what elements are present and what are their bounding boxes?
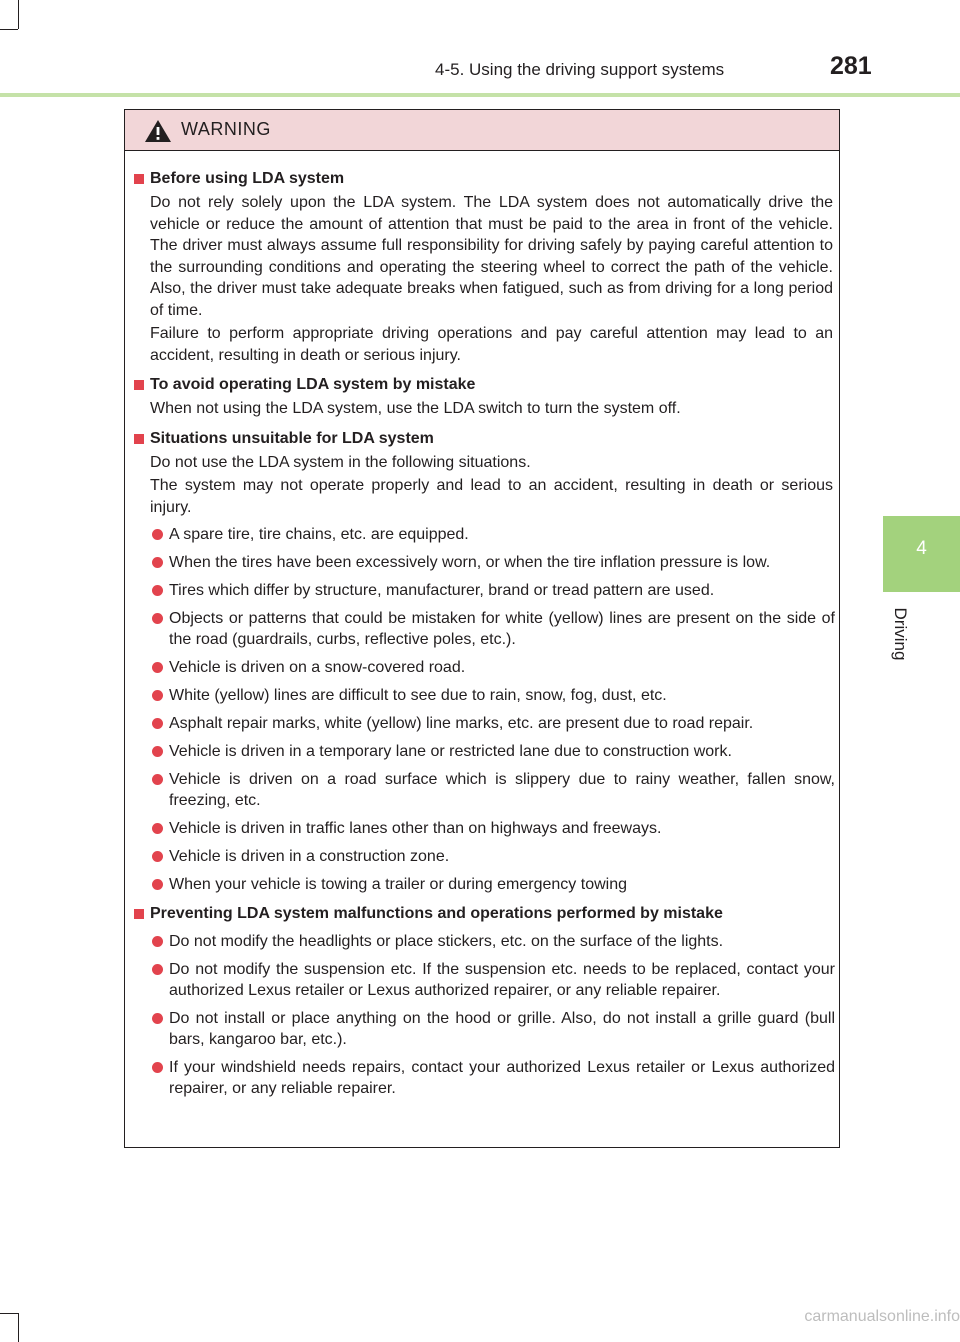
bullet-item (150, 769, 835, 811)
warning-header (125, 110, 839, 151)
bullet-item (150, 713, 835, 734)
bullet-text: Vehicle is driven on a road surface which is slippery due to rainy weather, fallen snow, freezing, etc. (169, 771, 835, 809)
crop-mark (18, 0, 19, 29)
bullet-item (150, 657, 835, 678)
warning-section (125, 428, 841, 896)
warning-content (125, 168, 841, 1107)
section-title: Situations unsuitable for LDA system (150, 429, 434, 447)
bullet-text: Do not modify the headlights or place stickers, etc. on the surface of the lights. (169, 933, 724, 950)
warning-triangle-icon (144, 119, 172, 143)
round-bullet-icon (152, 936, 163, 947)
bullet-text: Do not install or place anything on the hood or grille. Also, do not install a grille guard (bull bars, kangaroo bar, etc.). (169, 1010, 835, 1048)
warning-section (125, 168, 841, 366)
warning-box (124, 109, 840, 1148)
bullet-text: Tires which differ by structure, manufacturer, brand or tread pattern are used. (169, 582, 715, 599)
round-bullet-icon (152, 585, 163, 596)
section-paragraph: Do not rely solely upon the LDA system. The LDA system does not automatically drive the vehicle or reduce the amount of attention that must be paid to the area in front of the vehicle. The driver must always assume full responsibility for driving safely by paying careful attention to the surrounding conditions and operating the steering wheel to correct the path of the vehicle. Also, the driver must take adequate breaks when fatigued, such as from driving for a long period of time. (150, 194, 833, 319)
bullet-item (150, 846, 835, 867)
bullet-item (150, 959, 835, 1001)
bullet-text: Objects or patterns that could be mistaken for white (yellow) lines are present on the side of the road (guardrails, curbs, reflective poles, etc.). (169, 610, 835, 648)
round-bullet-icon (152, 746, 163, 757)
bullet-item (150, 1057, 835, 1099)
round-bullet-icon (152, 662, 163, 673)
section-title: Preventing LDA system malfunctions and operations performed by mistake (150, 905, 723, 922)
square-bullet-icon (134, 174, 144, 184)
page-number: 281 (830, 52, 872, 80)
header-section-title: 4-5. Using the driving support systems (435, 60, 725, 79)
bullet-text: Vehicle is driven in a temporary lane or restricted lane due to construction work. (169, 743, 732, 760)
bullet-item (150, 685, 835, 706)
bullet-item (150, 524, 835, 545)
bullet-item (150, 741, 835, 762)
round-bullet-icon (152, 529, 163, 540)
round-bullet-icon (152, 613, 163, 624)
chapter-number: 4 (916, 538, 927, 559)
bullet-item (150, 580, 835, 601)
bullet-text: If your windshield needs repairs, contact your authorized Lexus retailer or Lexus authorized repairer, or any reliable repairer. (169, 1059, 835, 1097)
chapter-label-container (890, 604, 910, 664)
bullet-list (134, 931, 841, 1099)
bullet-item (150, 552, 835, 573)
section-paragraph: Failure to perform appropriate driving operations and pay careful attention may lead to an accident, resulting in death or serious injury. (150, 325, 833, 364)
chapter-tab (883, 516, 960, 592)
chapter-label: Driving (891, 607, 910, 661)
bullet-list (134, 524, 841, 895)
bullet-text: Do not modify the suspension etc. If the suspension etc. needs to be replaced, contact your authorized Lexus retailer or Lexus authorized repairer, or any reliable repairer. (169, 961, 835, 999)
square-bullet-icon (134, 434, 144, 444)
round-bullet-icon (152, 557, 163, 568)
round-bullet-icon (152, 774, 163, 785)
bullet-text: Vehicle is driven in a construction zone. (169, 848, 450, 865)
bullet-text: White (yellow) lines are difficult to see due to rain, snow, fog, dust, etc. (169, 687, 667, 704)
bullet-text: Vehicle is driven in traffic lanes other than on highways and freeways. (169, 820, 662, 837)
bullet-text: When the tires have been excessively worn, or when the tire inflation pressure is low. (169, 554, 771, 571)
section-title: To avoid operating LDA system by mistake (150, 376, 476, 393)
bullet-item (150, 608, 835, 650)
round-bullet-icon (152, 823, 163, 834)
header-rule (0, 93, 960, 97)
round-bullet-icon (152, 1013, 163, 1024)
bullet-text: Asphalt repair marks, white (yellow) line marks, etc. are present due to road repair. (169, 715, 754, 732)
bullet-text: A spare tire, tire chains, etc. are equipped. (169, 526, 469, 543)
footer-watermark: carmanualsonline.info (804, 1308, 960, 1325)
round-bullet-icon (152, 1062, 163, 1073)
round-bullet-icon (152, 879, 163, 890)
warning-title: WARNING (181, 119, 271, 139)
section-paragraph: Do not use the LDA system in the following situations. (150, 453, 531, 471)
bullet-text: When your vehicle is towing a trailer or during emergency towing (169, 876, 627, 893)
bullet-item (150, 931, 835, 952)
warning-section (125, 903, 841, 1099)
bullet-text: Vehicle is driven on a snow-covered road. (169, 659, 466, 676)
crop-mark (18, 1313, 19, 1342)
round-bullet-icon (152, 718, 163, 729)
bullet-item (150, 874, 835, 895)
section-paragraph: When not using the LDA system, use the LDA switch to turn the system off. (150, 400, 681, 417)
section-title: Before using LDA system (150, 170, 345, 187)
square-bullet-icon (134, 380, 144, 390)
round-bullet-icon (152, 964, 163, 975)
crop-mark (0, 1313, 18, 1314)
bullet-item (150, 818, 835, 839)
section-paragraph: The system may not operate properly and lead to an accident, resulting in death or serious injury. (150, 477, 833, 516)
round-bullet-icon (152, 851, 163, 862)
bullet-item (150, 1008, 835, 1050)
crop-mark (0, 29, 18, 30)
square-bullet-icon (134, 909, 144, 919)
warning-section (125, 374, 841, 420)
round-bullet-icon (152, 690, 163, 701)
